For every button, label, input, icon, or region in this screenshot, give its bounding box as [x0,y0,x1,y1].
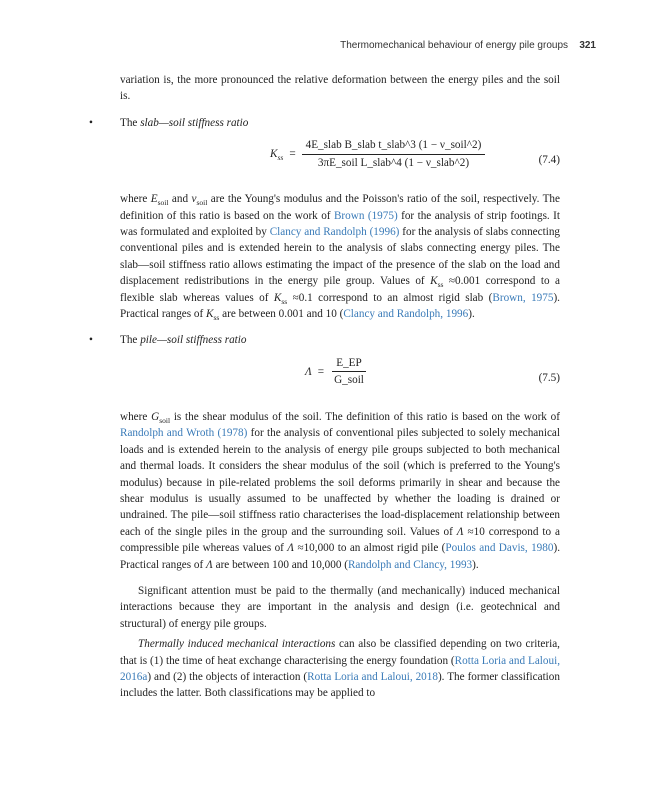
equation-7-5 [120,355,560,403]
citation-link[interactable]: Poulos and Davis, 1980 [445,542,554,555]
bullet-marker: • [89,334,93,347]
fraction [302,137,486,171]
equation-lhs: $K_{ss}$ [270,147,284,163]
equation-number: (7.4) [538,154,560,167]
paragraph-eq5: where $G_{soil}$ is the shear modulus of the soil. The definition of this ratio is based on the work of Randolph and Wroth (1978) for the analysis of conventional piles subjected to solely mechanical loads and is extended herein to the analysis of energy pile groups subjected to both mechanical and thermal loads. It considers the shear modulus of the soil (which is preferred to the Young's modulus) because in pile-related problems the soil deforms primarily in shear and because the shear modulus is usually assumed to be unaffected by whether the loading is drained or undrained. The pile—soil stiffness ratio characterises the load-displacement relationship between each of the single piles in the group and the surrounding soil. Values of Λ ≈10 correspond to a compressible pile whereas values of Λ ≈10,000 to an almost rigid pile (Poulos and Davis, 1980). Practical ranges of Λ are between 100 and 10,000 (Randolph and Clancy, 1993). [120,410,561,571]
equation-number: (7.5) [538,371,560,384]
running-header [120,40,596,58]
bullet-marker: • [89,116,93,129]
equals-sign: = [289,147,296,160]
citation-link[interactable]: Brown (1975) [333,209,398,222]
equation-7-4 [120,137,560,185]
equals-sign: = [317,365,325,378]
page-body [89,72,561,702]
bullet-pile-soil: • The pile—soil stiffness ratio [120,332,560,348]
running-title: Thermomechanical behaviour of energy pile groups [340,40,568,51]
fraction-numerator: 4E_slab B_slab t_slab^3 (1 − ν_soil^2) [302,137,486,154]
citation-link[interactable]: Brown, 1975 [492,291,554,304]
citation-link[interactable]: Rotta Loria and Laloui, 2016a [120,654,560,683]
fraction [330,355,368,389]
bullet-slab-soil: • The slab—soil stiffness ratio [120,115,560,131]
page-number: 321 [579,40,596,51]
paragraph-significant: Significant attention must be paid to the thermally (and mechanically) induced mechanical interactions because they are important in the analysis and design (i.e. geotechnical and structural) of energy pile groups. [120,584,560,630]
equation-lhs: Λ [305,365,312,378]
bullet-label: slab—soil stiffness ratio [140,116,249,129]
citation-link[interactable]: Clancy and Randolph, 1996 [343,308,469,321]
citation-link[interactable]: Randolph and Wroth (1978) [120,427,248,440]
citation-link[interactable]: Randolph and Clancy, 1993 [347,558,473,571]
citation-link[interactable]: Clancy and Randolph (1996) [269,226,400,239]
paragraph-intro: variation is, the more pronounced the relative deformation between the energy piles and the soil is. [120,74,560,103]
paragraph-thermal: Thermally induced mechanical interactions can also be classified depending on two criteria, that is (1) the time of heat exchange characterising the energy foundation (Rotta Loria and Laloui, 2016a) and (2) the objects of interaction (Rotta Loria and Laloui, 2018). The former classification includes the latter. Both classifications may be applied to [120,638,560,700]
bullet-label: pile—soil stiffness ratio [140,334,247,347]
fraction-numerator: E_EP [332,355,365,372]
paragraph-eq4: where $E_{soil}$ and $\nu_{soil}$ are the Young's modulus and the Poisson's ratio of the soil, respectively. The definition of this ratio is based on the work of Brown (1975) for the analysis of strip footings. It was formulated and exploited by Clancy and Randolph (1996) for the analysis of slabs connecting conventional piles and is extended herein to the analysis of slabs connecting energy piles. The slab—soil stiffness ratio allows estimating the impact of the presence of the slab on the load and displacement redistributions in the energy pile group. Values of $K_{ss} \approx 0.001$ correspond to a flexible slab whereas values of $K_{ss} \approx 0.1$ correspond to an almost rigid slab (Brown, 1975). Practical ranges of $K_{ss}$ are between 0.001 and 10 (Clancy and Randolph, 1996). [120,193,561,323]
citation-link[interactable]: Rotta Loria and Laloui, 2018 [307,670,438,683]
fraction-denominator: 3πE_soil L_slab^4 (1 − ν_slab^2) [317,156,470,169]
fraction-denominator: G_soil [334,374,364,387]
